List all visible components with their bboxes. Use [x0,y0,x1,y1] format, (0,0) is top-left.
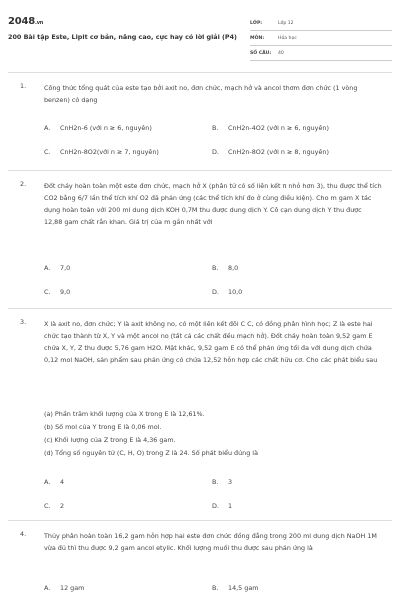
divider [8,520,392,521]
option-label: C. [44,288,51,296]
site-logo[interactable] [8,16,43,27]
option-text: 9,0 [60,288,71,296]
option-text: CnH2n-4O2 (với n ≥ 6, nguyên) [228,124,329,132]
meta-value: Hóa học [278,35,297,41]
option-label: B. [212,478,219,486]
option-label: D. [212,148,219,156]
statement-c: (c) Khối lượng của Z trong E là 4,36 gam. [44,436,176,444]
option-text: 8,0 [228,264,239,272]
statement-a: (a) Phần trăm khối lượng của X trong E là 12,61%. [44,410,205,418]
option-label: B. [212,264,219,272]
question-number: 4. [20,530,27,538]
option-c[interactable] [44,148,159,156]
question-stem: Đốt cháy hoàn toàn một este đơn chức, mạch hở X (phân tử có số liên kết π nhỏ hơn 3), thu được thể tích CO2 bằng 6/7 lần thể tích khí O2 đã phản ứng (các thể tích khí đo ở cùng điều kiện). Cho m gam X tác dụng hoàn toàn với 200 ml dung dịch KOH 0,7M thu được dung dịch Y. Cô cạn dung dịch Y thu được 12,88 gam chất rắn khan. Giá trị của m gần nhất với [44,182,382,226]
question-stem: X là axit no, đơn chức; Y là axit không no, có một liên kết đôi C C, có đồng phân hình học; Z là este hai chức tạo thành từ X, Y và một ancol no (tất cả các chất đều mạch hở). Đốt cháy hoàn toàn 9,52 gam E chứa X, Y, Z thu được 5,76 gam H2O. Mặt khác, 9,52 gam E có thể phản ứng tối đa với dung dịch chứa 0,12 mol NaOH, sản phẩm sau phản ứng có chứa 12,52 hỗn hợp các chất hữu cơ. Cho các phát biểu sau [44,320,378,364]
option-label: A. [44,584,51,592]
option-label: B. [212,584,219,592]
divider [8,308,392,309]
option-a[interactable] [44,264,70,272]
option-b[interactable] [212,478,232,486]
divider [8,72,392,73]
option-c[interactable] [44,288,70,296]
option-label: A. [44,124,51,132]
option-a[interactable] [44,478,64,486]
option-d[interactable] [212,502,232,510]
question-stem: Công thức tổng quát của este tạo bởi axit no, đơn chức, mạch hở và ancol thơm đơn chức (1 vòng benzen) có dạng [44,84,358,104]
meta-key: SỐ CÂU: [250,50,272,56]
meta-table [250,16,392,61]
option-c[interactable] [44,502,64,510]
meta-value: 40 [278,50,284,56]
meta-row-class [250,16,392,31]
question-number: 1. [20,82,27,90]
logo-suffix: .vn [35,20,44,26]
option-text: 12 gam [60,584,85,592]
divider [8,170,392,171]
statement-d: (d) Tổng số nguyên tử (C, H, O) trong Z là 24. Số phát biểu đúng là [44,449,258,457]
option-label: D. [212,288,219,296]
option-b[interactable] [212,124,329,132]
option-text: 4 [60,478,65,486]
meta-key: MÔN: [250,35,265,41]
question-number: 3. [20,318,27,326]
option-label: C. [44,148,51,156]
option-label: A. [44,478,51,486]
option-a[interactable] [44,124,152,132]
option-text: 1 [228,502,233,510]
option-b[interactable] [212,264,238,272]
meta-row-count [250,46,392,61]
logo-text: 2048 [8,16,36,27]
option-label: B. [212,124,219,132]
option-text: 14,5 gam [228,584,259,592]
option-label: C. [44,502,51,510]
option-d[interactable] [212,148,329,156]
option-b[interactable] [212,584,258,592]
meta-value: Lớp 12 [278,20,294,26]
option-label: D. [212,502,219,510]
question-stem: Thủy phân hoàn toàn 16,2 gam hỗn hợp hai este đơn chức đồng đẳng trong 200 ml dung dịch NaOH 1M vừa đủ thì thu được 9,2 gam ancol etylic. Khối lượng muối thu được sau phản ứng là [44,532,377,552]
statement-b: (b) Số mol của Y trong E là 0,06 mol. [44,423,162,431]
option-text: CnH2n-8O2 (với n ≥ 8, nguyên) [228,148,329,156]
option-a[interactable] [44,584,84,592]
option-label: A. [44,264,51,272]
option-text: 10,0 [228,288,243,296]
option-d[interactable] [212,288,242,296]
meta-row-subject [250,31,392,46]
option-text: 7,0 [60,264,71,272]
meta-key: LỚP: [250,20,263,26]
document-title: 200 Bài tập Este, Lipit cơ bản, nâng cao, cực hay có lời giải (P4) [8,33,237,41]
option-text: CnH2n-8O2(với n ≥ 7, nguyên) [60,148,159,156]
question-number: 2. [20,180,27,188]
option-text: CnH2n-6 (với n ≥ 6, nguyên) [60,124,152,132]
option-text: 2 [60,502,65,510]
option-text: 3 [228,478,233,486]
